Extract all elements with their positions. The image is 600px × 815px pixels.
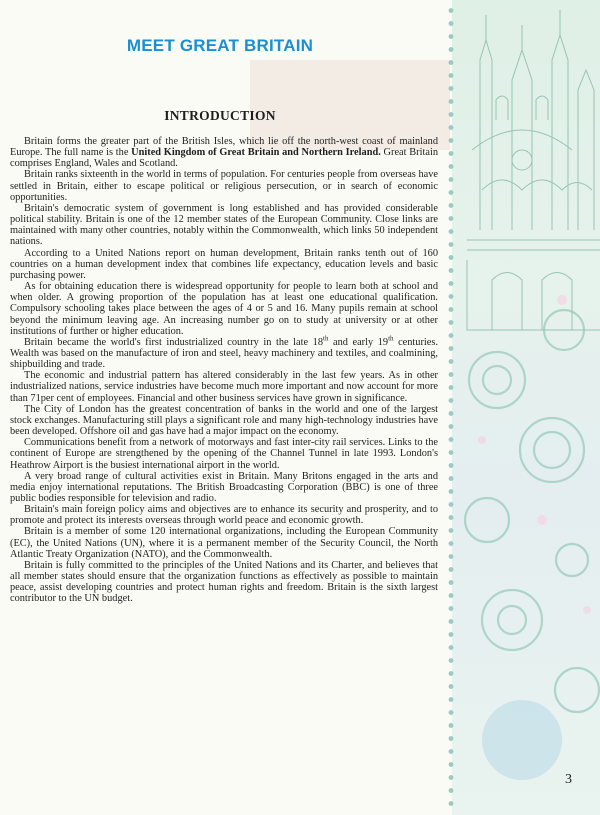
page-number: 3 xyxy=(565,772,572,787)
paragraph: Britain's main foreign policy aims and objectives are to enhance its security and prosperity, and to promote and protect its interests overseas through world peace and economic growth. xyxy=(10,504,438,527)
paragraph: Britain is a member of some 120 international organizations, including the European Community (EC), the United Nations (UN), where it is a permanent member of the Security Council, the North Atlantic Treaty Organization (NATO), and the Commonwealth. xyxy=(10,526,438,560)
decorative-side-panel xyxy=(452,0,600,815)
paragraph: Britain's democratic system of government is long established and has provided considerable political stability. Britain is one of the 12 member states of the European Community. Close links are maintained with many other countries, notably within the Commonwealth, which links 50 independent nations. xyxy=(10,202,438,248)
paragraph: Britain is fully committed to the principles of the United Nations and its Charter, and believes that all member states should ensure that the organization functions as effectively as possible to maintain peace, assist developing countries and protect human rights and freedom. Britain is the sixth largest contributor to the UN budget. xyxy=(10,559,438,605)
paragraph: A very broad range of cultural activities exist in Britain. Many Britons engaged in the arts and media enjoy international reputations. The British Broadcasting Corporation (BBC) is one of three public bodies responsible for television and radio. xyxy=(10,470,438,504)
paragraph: Britain forms the greater part of the British Isles, which lie off the north-west coast of mainland Europe. The full name is the United Kingdom of Great Britain and Northern Ireland. Great Britain comprises England, Wales and Scotland. xyxy=(10,136,439,170)
paragraph: Britain ranks sixteenth in the world in terms of population. For centuries people from overseas have settled in Britain, either to escape political or religious persecution, or in search of economic opportunities. xyxy=(10,169,438,203)
superscript: th xyxy=(323,334,329,343)
body-text xyxy=(10,136,438,605)
bold-text: United Kingdom of Great Britain and Northern Ireland. xyxy=(131,147,381,159)
paragraph: Britain became the world's first industrialized country in the late 18th and early 19th centuries. Wealth was based on the manufacture of iron and steel, heavy machinery and textiles, and coalmining, shipbuilding and trade. xyxy=(10,334,438,371)
dotted-border-strip xyxy=(440,0,462,815)
superscript: th xyxy=(388,334,394,343)
paragraph: According to a United Nations report on human development, Britain ranks tenth out of 160 countries on a human development index that combines life expectancy, education levels and basic purchasing power. xyxy=(10,247,438,281)
paragraph: The economic and industrial pattern has altered considerably in the last few years. As in other industrialized nations, service industries have become much more important and now account for more than 71per cent of employees. Financial and other business services have grown in significance. xyxy=(10,370,438,404)
paragraph: The City of London has the greatest concentration of banks in the world and one of the largest stock exchanges. Manufacturing still plays a significant role and many high-technology industries have been developed. Offshore oil and gas have had a major impact on the economy. xyxy=(10,403,438,438)
section-heading: INTRODUCTION xyxy=(164,108,276,123)
paragraph: As for obtaining education there is widespread opportunity for people to learn both at school and when older. A growing proportion of the population has at least one educational qualification. Compulsory schooling takes place between the ages of 4 or 5 and 16. Many pupils remain at school beyond the minimum leaving age. An increasing number go on to study at university or at other institutions of further or higher education. xyxy=(10,281,438,337)
page-title: MEET GREAT BRITAIN xyxy=(126,36,314,55)
cathedral-illustration xyxy=(452,0,600,815)
paragraph: Communications benefit from a network of motorways and fast inter-city rail services. Links to the continent of Europe are strengthened by the opening of the Channel Tunnel in late 1993. London's Heathrow Airport is the busiest international airport in the world. xyxy=(10,437,438,471)
